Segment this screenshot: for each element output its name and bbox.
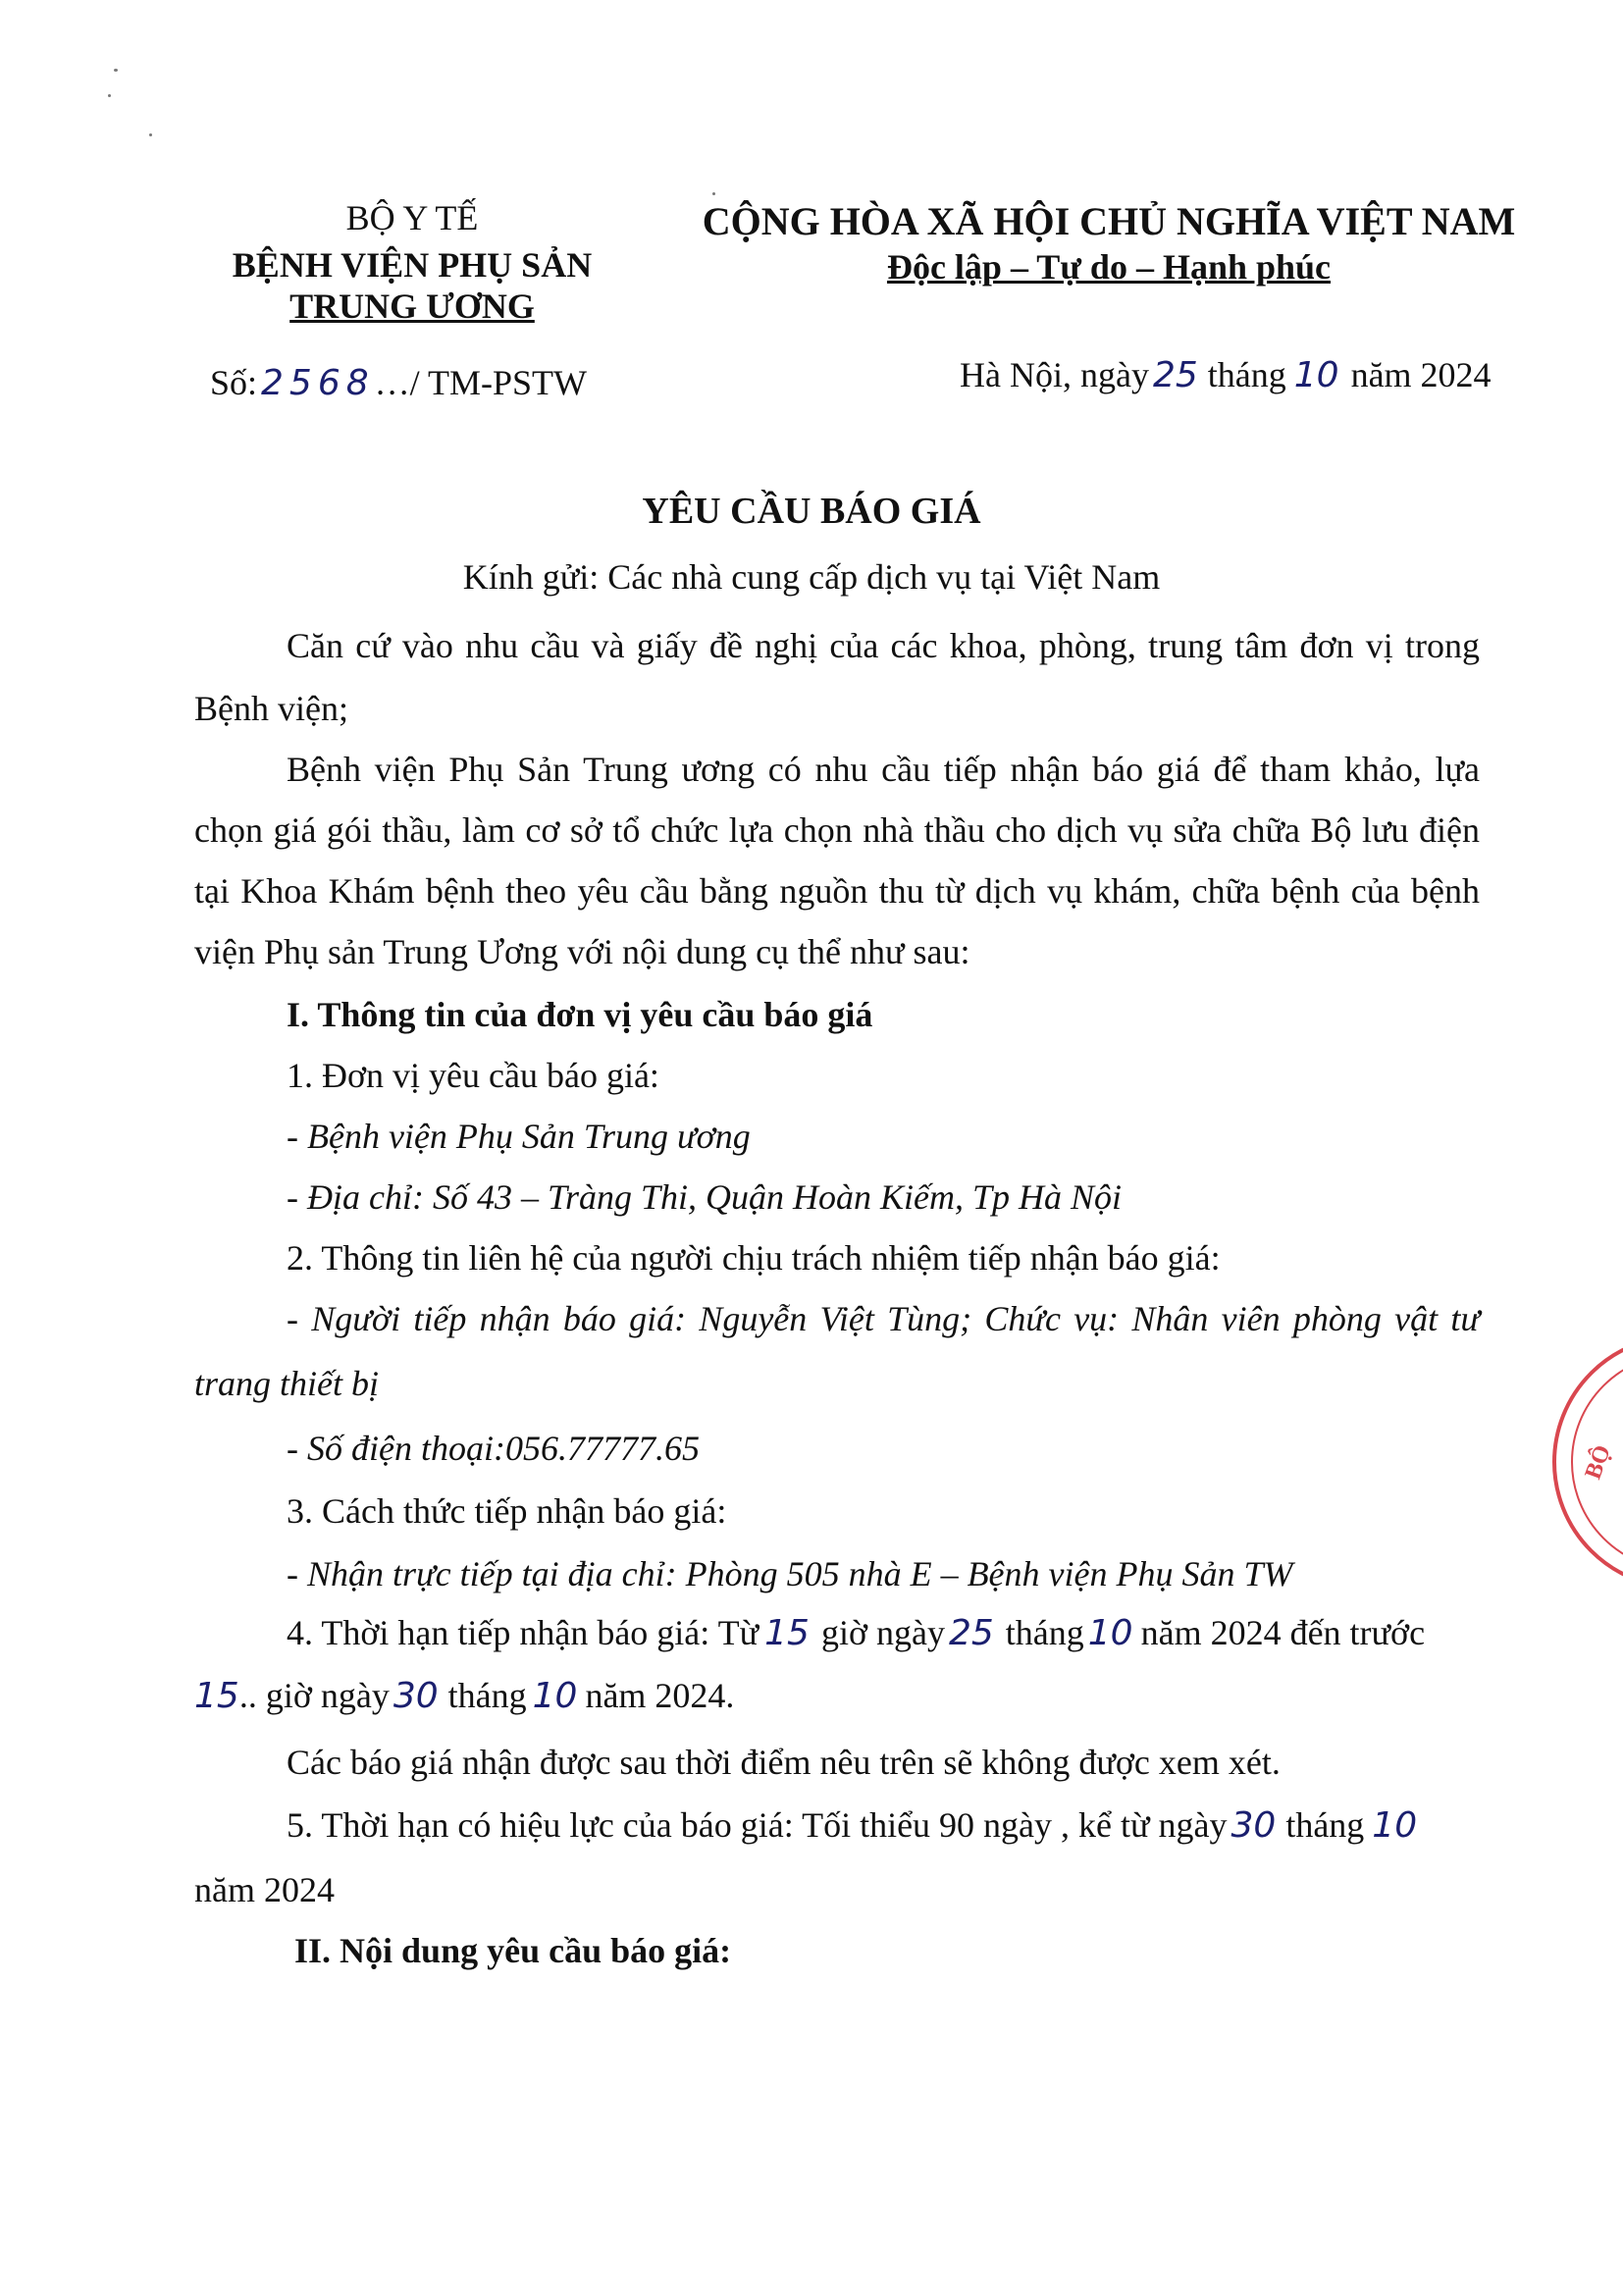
intro-para2-line1: Bệnh viện Phụ Sản Trung ương có nhu cầu tiếp nhận báo giá để tham khảo, lựa	[287, 750, 1480, 789]
country-name: CỘNG HÒA XÃ HỘI CHỦ NGHĨA VIỆT NAM	[702, 199, 1516, 243]
item4-mid2: tháng	[1005, 1613, 1084, 1652]
section1-item3: 3. Cách thức tiếp nhận báo giá:	[287, 1491, 727, 1531]
section1-note: Các báo giá nhận được sau thời điểm nêu trên sẽ không được xem xét.	[287, 1743, 1281, 1782]
item4-end: năm 2024.	[585, 1676, 735, 1715]
section1-item2: 2. Thông tin liên hệ của người chịu trách nhiệm tiếp nhận báo giá:	[287, 1238, 1221, 1278]
section1-item1-address: - Địa chỉ: Số 43 – Tràng Thi, Quận Hoàn Kiếm, Tp Hà Nội	[287, 1177, 1123, 1217]
recipient-line: Kính gửi: Các nhà cung cấp dịch vụ tại Việt Nam	[462, 557, 1161, 597]
section1-item5-line1	[287, 1803, 1572, 1848]
section1-item1: 1. Đơn vị yêu cầu báo giá:	[287, 1056, 659, 1095]
item5-prefix: 5. Thời hạn có hiệu lực của báo giá: Tối thiểu 90 ngày , kể từ ngày	[287, 1805, 1228, 1845]
place-and-date	[960, 353, 1492, 397]
item4-day1-handwritten: 25	[948, 1613, 994, 1653]
scan-speck	[712, 192, 715, 195]
scan-speck	[108, 94, 111, 97]
date-prefix: Hà Nội, ngày	[960, 355, 1149, 394]
date-month-label: tháng	[1207, 355, 1286, 394]
official-stamp-fragment	[1533, 1334, 1623, 1590]
item5-mid: tháng	[1285, 1805, 1365, 1845]
section1-item3-method: - Nhận trực tiếp tại địa chỉ: Phòng 505 nhà E – Bệnh viện Phụ Sản TW	[287, 1554, 1293, 1593]
number-prefix: Số:	[210, 363, 258, 402]
scan-speck	[114, 69, 118, 72]
national-motto-text: Độc lập – Tự do – Hạnh phúc	[886, 247, 1332, 287]
intro-para1-line1: Căn cứ vào nhu cầu và giấy đề nghị của các khoa, phòng, trung tâm đơn vị trong	[287, 626, 1480, 665]
section2-heading: II. Nội dung yêu cầu báo giá:	[294, 1931, 732, 1970]
date-month-handwritten: 10	[1293, 355, 1339, 395]
number-handwritten: 2568	[261, 363, 375, 403]
document-title: YÊU CẦU BÁO GIÁ	[642, 491, 981, 532]
section1-item4-line1	[287, 1611, 1572, 1655]
section1-item2-receiver-line2: trang thiết bị	[194, 1364, 379, 1403]
item4-day2-handwritten: 30	[393, 1676, 439, 1716]
stamp-fragment-text: BỘ	[1580, 1441, 1616, 1484]
item4-mid5: tháng	[447, 1676, 527, 1715]
item5-day-handwritten: 30	[1230, 1805, 1277, 1846]
document-number	[210, 361, 587, 405]
intro-para1-line2: Bệnh viện;	[194, 689, 348, 728]
item4-month2-handwritten: 10	[532, 1676, 578, 1716]
national-motto	[687, 245, 1531, 288]
item4-mid4: .. giờ ngày	[238, 1676, 390, 1715]
date-day-handwritten: 25	[1152, 355, 1198, 395]
item4-mid1: giờ ngày	[820, 1613, 945, 1652]
intro-para2-line4: viện Phụ sản Trung Ương với nội dung cụ thể như sau:	[194, 932, 970, 971]
intro-para2-line2: chọn giá gói thầu, làm cơ sở tổ chức lựa chọn nhà thầu cho dịch vụ sửa chữa Bộ lưu điện	[194, 810, 1480, 850]
scan-speck	[149, 133, 152, 136]
section1-item5-line2: năm 2024	[194, 1870, 335, 1909]
hospital-name-line2-text: TRUNG ƯƠNG	[289, 287, 535, 326]
date-year: năm 2024	[1350, 355, 1492, 394]
item4-prefix: 4. Thời hạn tiếp nhận báo giá: Từ	[287, 1613, 759, 1652]
item4-month1-handwritten: 10	[1087, 1613, 1133, 1653]
section1-heading: I. Thông tin của đơn vị yêu cầu báo giá	[287, 995, 873, 1034]
item4-hour2-handwritten: 15	[194, 1676, 239, 1716]
hospital-name-line2	[206, 285, 618, 328]
section1-item4-line2	[194, 1674, 1480, 1718]
item5-month-handwritten: 10	[1372, 1805, 1418, 1846]
ministry-name: BỘ Y TẾ	[345, 198, 479, 237]
intro-para2-line3: tại Khoa Khám bệnh theo yêu cầu bằng nguồn thu từ dịch vụ khám, chữa bệnh của bệnh	[194, 871, 1480, 911]
section1-item2-phone: - Số điện thoại:056.77777.65	[287, 1429, 700, 1468]
number-suffix: …/ TM-PSTW	[374, 363, 588, 402]
item4-hour1-handwritten: 15	[764, 1613, 810, 1653]
section1-item2-receiver-line1: - Người tiếp nhận báo giá: Nguyễn Việt Tùng; Chức vụ: Nhân viên phòng vật tư	[287, 1299, 1480, 1338]
item4-mid3: năm 2024 đến trước	[1140, 1613, 1426, 1652]
hospital-name-line1: BỆNH VIỆN PHỤ SẢN	[232, 245, 593, 285]
section1-item1-hospital: - Bệnh viện Phụ Sản Trung ương	[287, 1117, 751, 1156]
